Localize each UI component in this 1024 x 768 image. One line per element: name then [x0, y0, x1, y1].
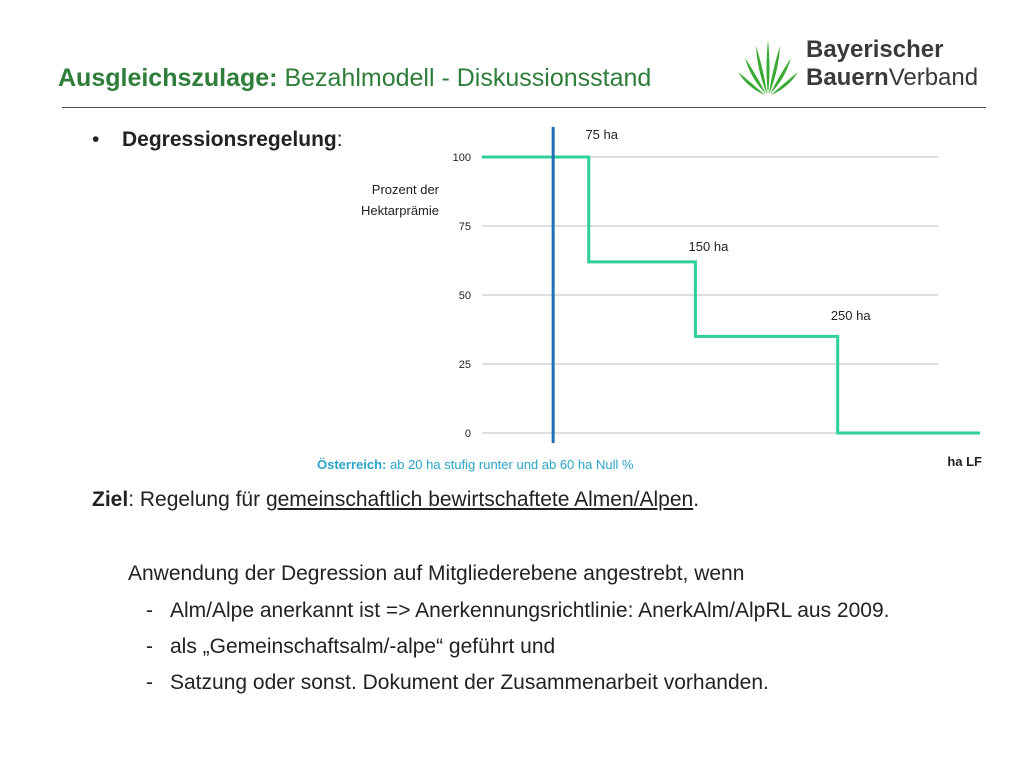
chart-xlabel: ha LF — [947, 454, 982, 469]
list-item — [146, 670, 996, 696]
chart-ylabel-line2: Hektarprämie — [360, 203, 439, 218]
ziel-underlined: gemeinschaftlich bewirtschaftete Almen/Alpen — [265, 488, 694, 511]
list-dash: - — [146, 671, 153, 694]
chart-ylabel-line1: Prozent der — [371, 182, 439, 197]
list-item — [146, 598, 996, 624]
condition-list — [146, 598, 996, 706]
list-item-text: als „Gemeinschaftsalm/-alpe“ geführt und — [170, 635, 556, 658]
list-item-text: Satzung oder sonst. Dokument der Zusammenarbeit vorhanden. — [170, 671, 769, 694]
y-tick-label: 25 — [458, 359, 471, 371]
annotation-label: 250 ha — [830, 308, 871, 323]
ziel-post: . — [693, 488, 700, 511]
chart-note — [317, 457, 634, 472]
y-tick-label: 100 — [452, 152, 471, 164]
ziel-line — [92, 488, 699, 512]
annotation-label: 150 ha — [688, 239, 729, 254]
chart-grid — [482, 157, 938, 433]
y-tick-label: 50 — [458, 290, 471, 302]
bullet-label: Degressionsregelung — [122, 128, 337, 151]
annotation-label: 75 ha — [585, 127, 618, 142]
chart-note-bold: Österreich: — [317, 457, 387, 472]
ziel-pre: : Regelung für — [128, 488, 266, 511]
list-dash: - — [146, 599, 153, 622]
chart-annotations — [585, 127, 871, 323]
bullet-symbol: • — [92, 128, 100, 151]
y-tick-label: 75 — [458, 221, 471, 233]
bullet-colon: : — [336, 128, 343, 151]
logo-line1: Bayerischer — [806, 36, 944, 63]
body-intro: Anwendung der Degression auf Mitgliederebene angestrebt, wenn — [128, 562, 745, 585]
list-item — [146, 634, 996, 660]
chart-note-rest: ab 20 ha stufig runter und ab 60 ha Null % — [386, 457, 634, 472]
logo-line2-rest: Verband — [888, 64, 979, 91]
y-tick-label: 0 — [464, 428, 471, 440]
logo-line2-bold: Bauern — [806, 64, 889, 91]
ziel-bold: Ziel — [92, 488, 129, 511]
chart-y-ticks — [453, 152, 471, 440]
title-rest: Bezahlmodell - Diskussionsstand — [277, 64, 652, 92]
list-dash: - — [146, 635, 153, 658]
title-bold: Ausgleichszulage: — [58, 64, 278, 92]
list-item-text: Alm/Alpe anerkannt ist => Anerkennungsrichtlinie: AnerkAlm/AlpRL aus 2009. — [170, 599, 890, 622]
